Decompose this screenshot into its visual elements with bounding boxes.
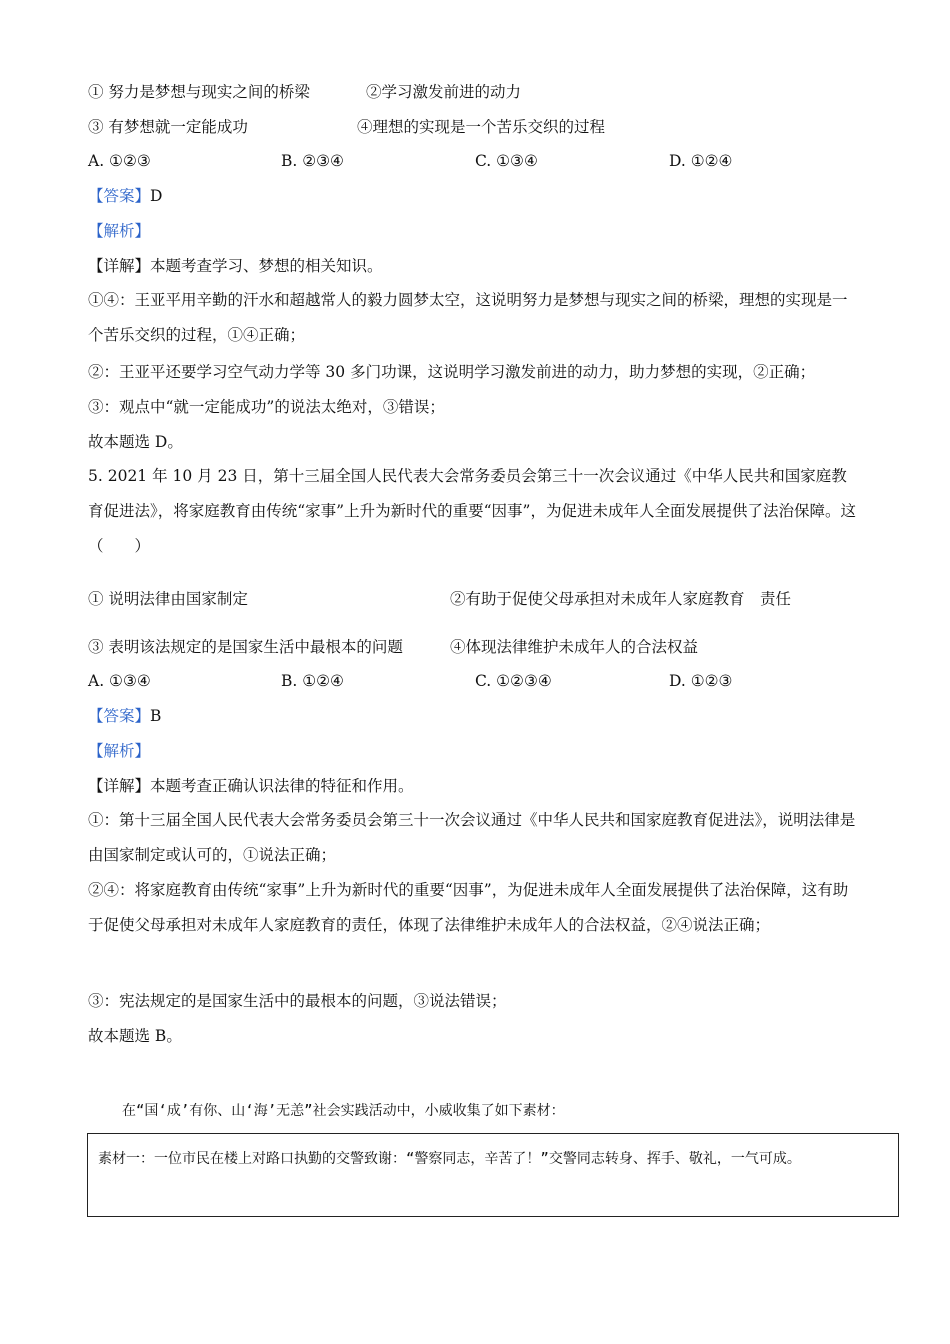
material-box [87, 1133, 899, 1217]
q4-conclusion: 故本题选 D。 [88, 433, 183, 451]
q5-option-1: ① 说明法律由国家制定 [88, 590, 248, 608]
q5-explanation-1: ①：第十三届全国人民代表大会常务委员会第三十一次会议通过《中华人民共和国家庭教育促进法》，说明法律是由国家制定或认可的，①说法正确； [88, 811, 856, 864]
answer-tag: 【答案】 [88, 707, 151, 725]
answer-tag: 【答案】 [88, 187, 151, 205]
q4-explanation-2: ②：王亚平还要学习空气动力学等 30 多门功课，这说明学习激发前进的动力，助力梦想的实现，②正确； [88, 363, 816, 381]
q5-option-2: ②有助于促使父母承担对未成年人家庭教育 责任 [450, 590, 792, 608]
q5-detail: 【详解】本题考查正确认识法律的特征和作用。 [88, 777, 414, 795]
q5-answer [88, 706, 161, 726]
q5-option-3: ③ 表明该法规定的是国家生活中最根本的问题 [88, 638, 403, 656]
q4-choice-c: C. ①③④ [475, 152, 538, 170]
q4-choice-a: A. ①②③ [88, 152, 151, 170]
q4-explanation-3: ③：观点中“就一定能成功”的说法太绝对，③错误； [88, 398, 445, 416]
q5-explanation-2: ②④：将家庭教育由传统“家事”上升为新时代的重要“因事”，为促进未成年人全面发展提供了法治保障，这有助于促使父母承担对未成年人家庭教育的责任，体现了法律维护未成年人的合法权益，②④说法正确； [88, 881, 849, 934]
q5-choice-b: B. ①②④ [281, 672, 344, 690]
q4-option-3: ③ 有梦想就一定能成功 [88, 118, 248, 136]
q4-choice-b: B. ②③④ [281, 152, 344, 170]
q5-conclusion: 故本题选 B。 [88, 1027, 182, 1045]
q4-detail: 【详解】本题考查学习、梦想的相关知识。 [88, 257, 383, 275]
q4-explanation-1: ①④：王亚平用辛勤的汗水和超越常人的毅力圆梦太空，这说明努力是梦想与现实之间的桥梁，理想的实现是一个苦乐交织的过程，①④正确； [88, 291, 848, 344]
q4-option-2: ②学习激发前进的动力 [366, 83, 522, 101]
q5-choice-a: A. ①③④ [88, 672, 151, 690]
q5-stem: 5. 2021 年 10 月 23 日，第十三届全国人民代表大会常务委员会第三十一次会议通过《中华人民共和国家庭教育促进法》，将家庭教育由传统“家事”上升为新时代的重要“因事”，为促进未成年人全面发展提供了法治保障。这（ ） [88, 467, 856, 555]
q5-analysis-tag: 【解析】 [88, 742, 151, 760]
material-text: 素材一：一位市民在楼上对路口执勤的交警致谢：“警察同志，辛苦了！”交警同志转身、挥手、敬礼，一气可成。 [98, 1151, 801, 1167]
q5-choice-c: C. ①②③④ [475, 672, 552, 690]
q4-option-1: ① 努力是梦想与现实之间的桥梁 [88, 83, 310, 101]
q5-explanation-3: ③：宪法规定的是国家生活中的最根本的问题，③说法错误； [88, 992, 507, 1010]
material-intro: 在“国‘成’有你、山‘海’无恙”社会实践活动中，小威收集了如下素材： [122, 1103, 565, 1119]
answer-value: B [150, 707, 162, 725]
q4-analysis-tag: 【解析】 [88, 222, 151, 240]
q5-option-4: ④体现法律维护未成年人的合法权益 [450, 638, 699, 656]
q4-option-4: ④理想的实现是一个苦乐交织的过程 [357, 118, 606, 136]
q4-choice-d: D. ①②④ [669, 152, 733, 170]
q5-choice-d: D. ①②③ [669, 672, 733, 690]
q4-answer [88, 186, 162, 206]
answer-value: D [150, 187, 163, 205]
